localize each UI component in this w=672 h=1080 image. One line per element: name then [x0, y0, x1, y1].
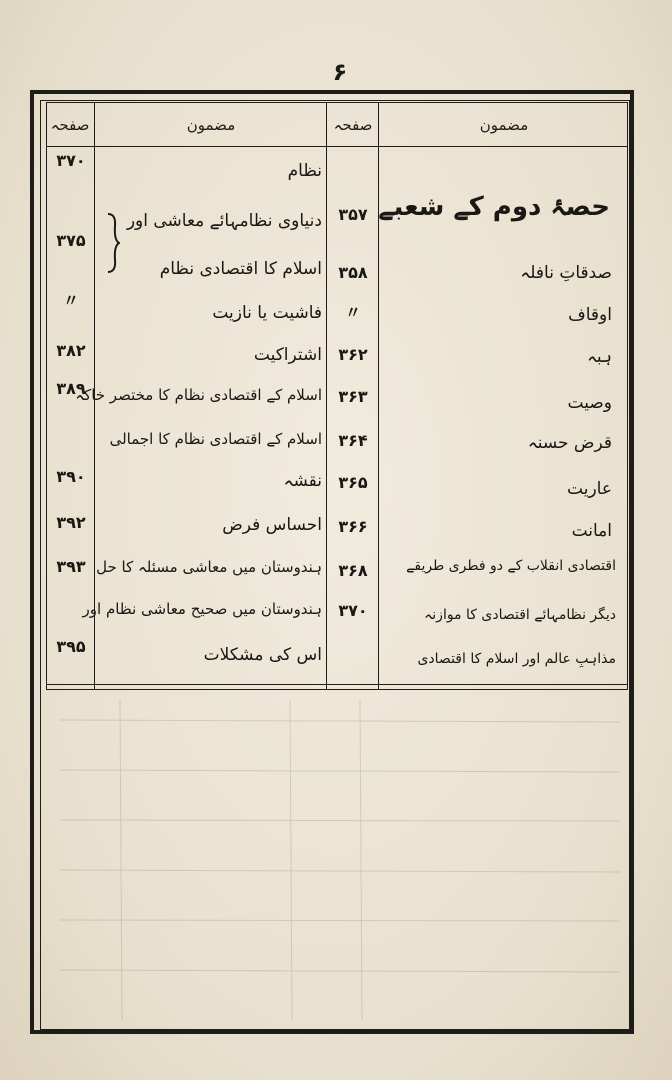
left-page-10: ۳۹۳ — [56, 557, 86, 576]
mid-page-8: ۳۶۶ — [338, 517, 368, 536]
left-subject-2: دنیاوی نظامہائے معاشی اور — [126, 211, 322, 231]
left-page-6: ۳۸۹ — [56, 379, 86, 398]
left-page-9: ۳۹۲ — [56, 513, 86, 532]
header-underline — [46, 146, 628, 147]
left-page-3: ۳۷۵ — [56, 231, 86, 250]
left-subject-5: اشتراکیت — [253, 345, 322, 365]
right-subject-6: عاریت — [567, 479, 612, 499]
mid-page-7: ۳۶۵ — [338, 473, 368, 492]
left-subject-6: اسلام کے اقتصادی نظام کا مختصر خاکہ — [75, 386, 322, 404]
grouping-brace-icon — [106, 212, 120, 274]
mid-page-3: 〃 — [344, 303, 361, 322]
right-subject-7: امانت — [571, 521, 612, 541]
right-subject-5: قرض حسنہ — [527, 433, 612, 453]
left-page-4: 〃 — [62, 291, 79, 310]
left-subject-7: اسلام کے اقتصادی نظام کا اجمالی — [109, 430, 322, 448]
right-subject-9: دیگر نظامہائے اقتصادی کا موازنہ — [424, 607, 616, 623]
left-page-5: ۳۸۲ — [56, 341, 86, 360]
left-subject-4: فاشیت یا نازیت — [212, 303, 322, 323]
mid-page-6: ۳۶۴ — [338, 431, 368, 450]
page-number: ۶ — [332, 58, 348, 86]
mid-page-4: ۳۶۲ — [338, 345, 368, 364]
left-subject-11: ہندوستان میں صحیح معاشی نظام اور — [82, 600, 322, 618]
left-page-8: ۳۹۰ — [56, 467, 86, 486]
header-left-subject: مضمون — [186, 116, 236, 134]
mid-page-1: ۳۵۷ — [338, 205, 368, 224]
left-subject-10: ہندوستان میں معاشی مسئلہ کا حل — [96, 558, 322, 576]
left-subject-3: اسلام کا اقتصادی نظام — [159, 259, 322, 279]
divider-mid-page — [378, 102, 379, 690]
right-subject-1: صدقاتِ نافلہ — [520, 263, 612, 283]
left-page-12: ۳۹۵ — [56, 637, 86, 656]
right-subject-10: مذاہبِ عالم اور اسلام کا اقتصادی — [417, 651, 616, 667]
section-heading: حصۂ دوم کے شعبے — [378, 192, 610, 222]
mid-page-2: ۳۵۸ — [338, 263, 368, 282]
show-through-texture — [60, 700, 620, 1020]
left-subject-12: اس کی مشکلات — [203, 645, 322, 665]
left-subject-1: نظام — [287, 161, 322, 181]
left-subject-9: احساس فرض — [222, 515, 322, 535]
right-subject-2: اوقاف — [568, 305, 612, 325]
right-subject-8: اقتصادی انقلاب کے دو فطری طریقے — [406, 558, 616, 574]
left-subject-8: نقشہ — [283, 471, 322, 491]
mid-page-10: ۳۷۰ — [338, 601, 368, 620]
left-page-1: ۳۷۰ — [56, 151, 86, 170]
divider-left-subject — [326, 102, 327, 690]
right-subject-3: ہبہ — [586, 347, 612, 367]
header-mid-page: صفحہ — [333, 116, 373, 134]
right-subject-4: وصیت — [567, 393, 612, 413]
mid-page-9: ۳۶۸ — [338, 561, 368, 580]
header-right-subject: مضمون — [479, 116, 529, 134]
header-left-page: صفحہ — [50, 116, 90, 134]
mid-page-5: ۳۶۳ — [338, 387, 368, 406]
table-bottom-rule — [46, 684, 628, 685]
